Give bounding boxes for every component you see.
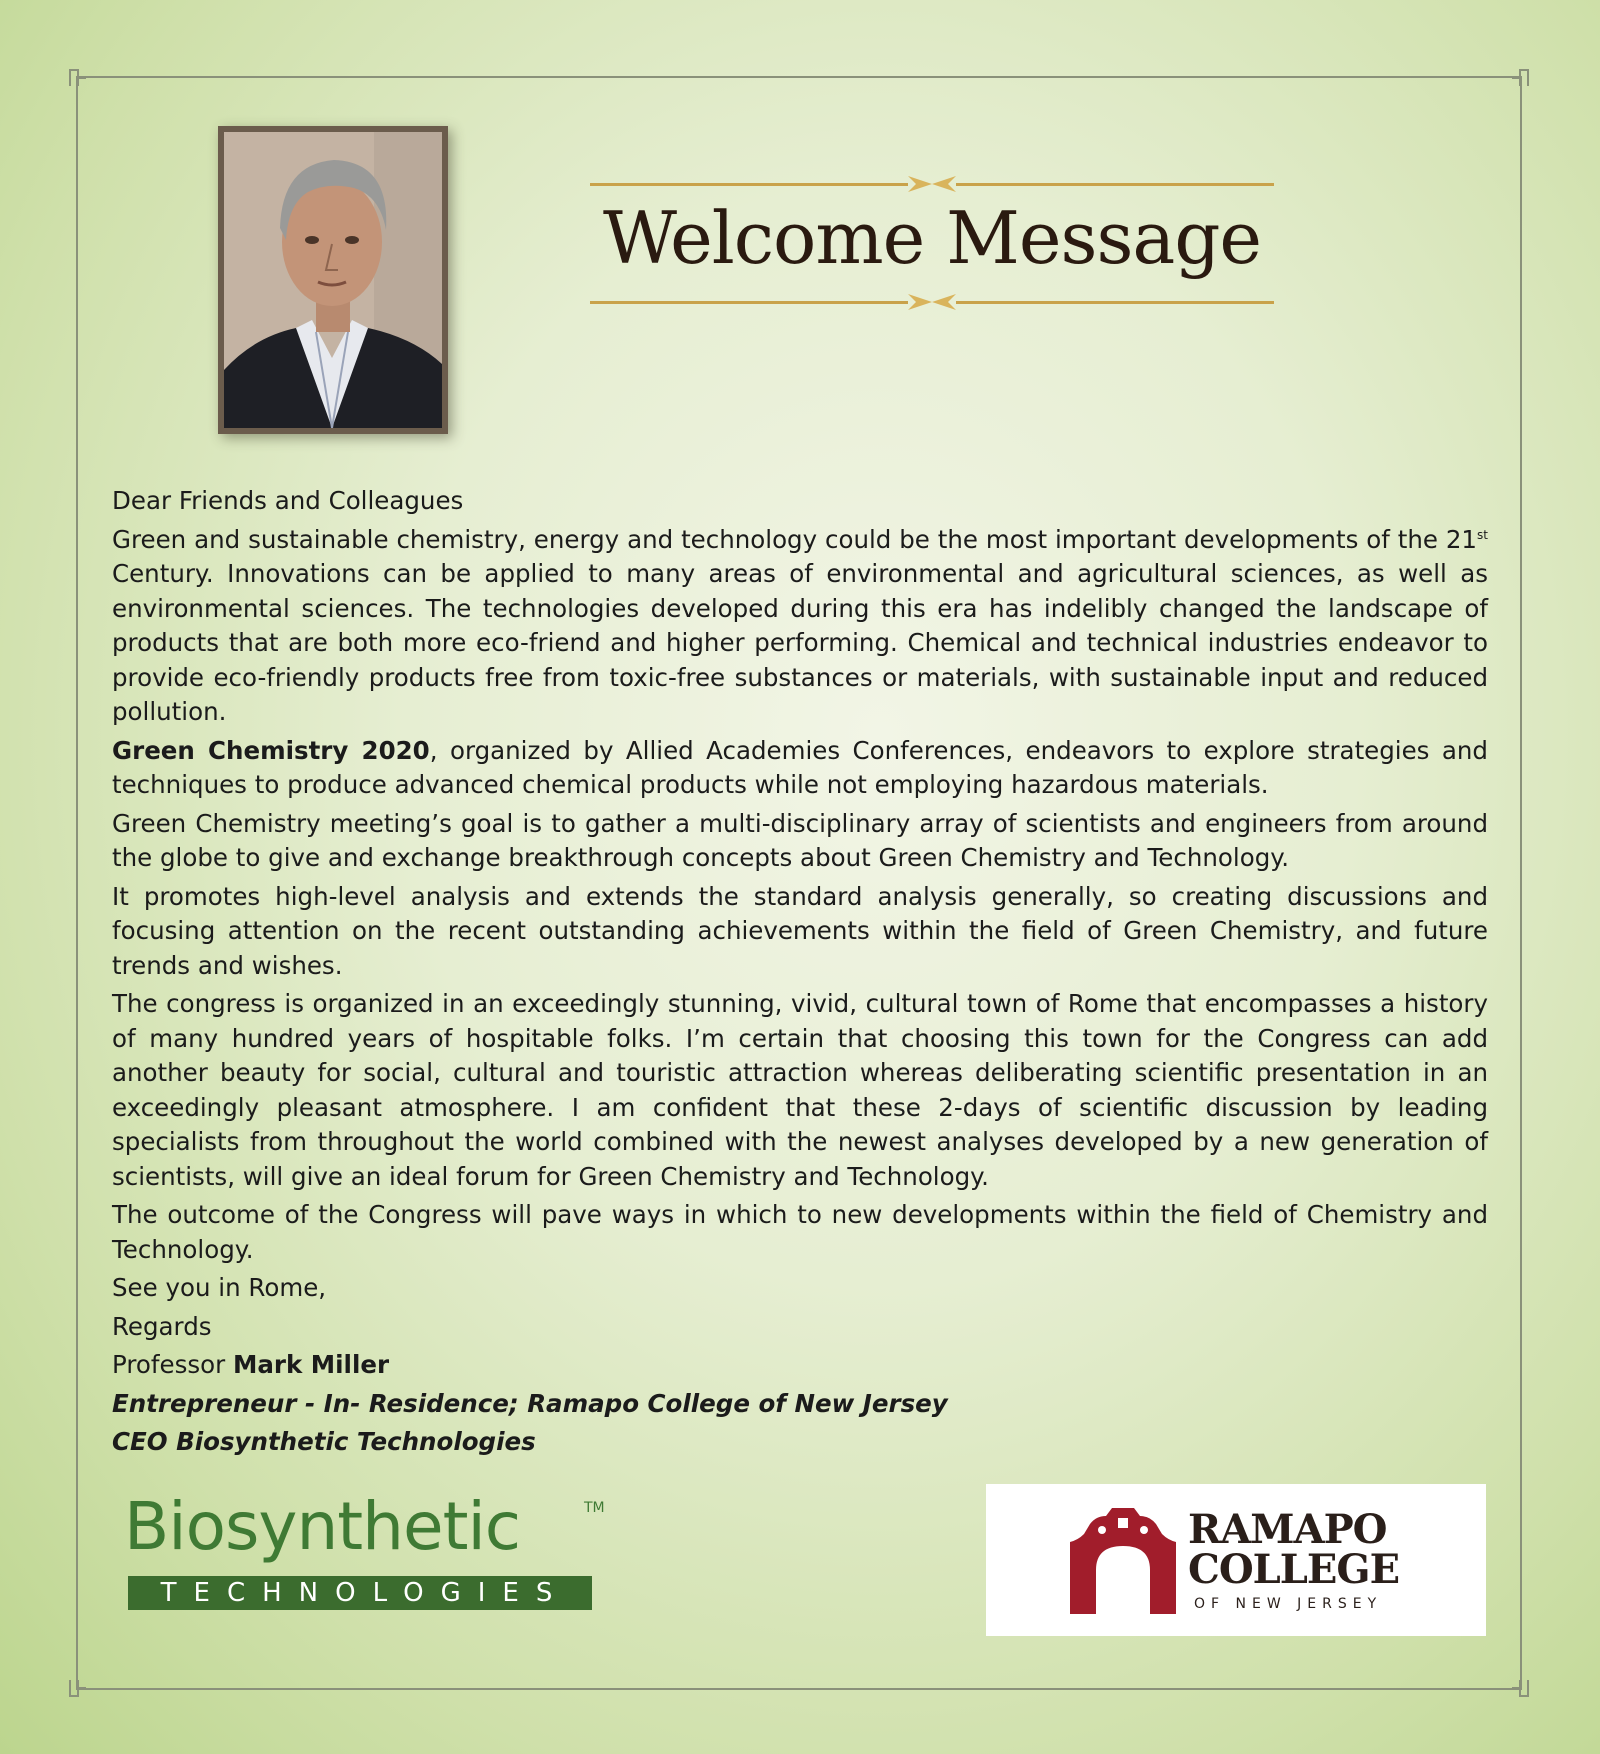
signer-title-1: Entrepreneur - In- Residence; Ramapo College of New Jersey (112, 1388, 948, 1418)
speaker-portrait (218, 126, 448, 434)
page-title: Welcome Message (602, 196, 1262, 280)
ramapo-line-1: RAMAPO (1188, 1506, 1387, 1553)
paragraph-outcome: The outcome of the Congress will pave ways in which to new developments within the field of Chemistry and Technology. (112, 1200, 1488, 1264)
paragraph-event: Green Chemistry 2020, organized by Allied Academies Conferences, endeavors to explore strategies and techniques to produce advanced chemical products while not employing hazardous materials. (112, 735, 1488, 799)
ramapo-line-2: COLLEGE (1188, 1546, 1400, 1593)
paragraph-analysis: It promotes high-level analysis and extends the standard analysis generally, so creating discussions and focusing attention on the recent outstanding achievements within the field of Green Chemistry, and future trends and wishes. (112, 881, 1488, 980)
biosynthetic-wordmark: Biosynthetic (124, 1488, 521, 1565)
frame-corner-ornament (64, 1680, 86, 1702)
trademark-mark: TM (584, 1500, 605, 1516)
ramapo-line-3: OF NEW JERSEY (1194, 1596, 1383, 1612)
ramapo-college-logo (986, 1484, 1486, 1636)
biosynthetic-subtitle: TECHNOLOGIES (128, 1576, 592, 1610)
frame-corner-ornament (1512, 64, 1534, 86)
paragraph-intro: Green and sustainable chemistry, energy and technology could be the most important developments of the 21st Century. Innovations can be applied to many areas of environmental and agricultural sciences, as well as environmental sciences. The technologies developed during this era has indelibly changed the landscape of products that are both more eco-friend and higher performing. Chemical and technical industries endeavor to provide eco-friendly products free from toxic-free substances or materials, with sustainable input and reduced pollution. (112, 524, 1488, 726)
frame-corner-ornament (64, 64, 86, 86)
signer-title-2: CEO Biosynthetic Technologies (112, 1427, 536, 1456)
paragraph-venue: The congress is organized in an exceedingly stunning, vivid, cultural town of Rome that encompasses a history of many hundred years of hospitable folks. I’m certain that choosing this town for the Congress can add another beauty for social, cultural and touristic attraction whereas deliberating scientific presentation in an exceedingly pleasant atmosphere. I am confident that these 2-days of scientific discussion by leading specialists from throughout the world combined with the newest analyses developed by a new generation of scientists, will give an ideal forum for Green Chemistry and Technology. (112, 989, 1488, 1191)
closing-regards: Regards (112, 1311, 212, 1341)
frame-corner-ornament (1512, 1680, 1534, 1702)
signer: Professor Mark Miller (112, 1350, 390, 1379)
letter-body (112, 484, 1488, 1464)
signer-name: Mark Miller (232, 1350, 390, 1379)
paragraph-goal: Green Chemistry meeting’s goal is to gather a multi-disciplinary array of scientists and engineers from around the globe to give and exchange breakthrough concepts about Green Chemistry and Technology. (112, 808, 1488, 872)
event-name: Green Chemistry 2020 (112, 735, 430, 765)
biosynthetic-logo (124, 1488, 605, 1616)
closing-line: See you in Rome, (112, 1273, 327, 1302)
salutation: Dear Friends and Colleagues (112, 486, 464, 515)
title-banner (590, 170, 1274, 320)
arch-icon (1068, 1506, 1178, 1614)
